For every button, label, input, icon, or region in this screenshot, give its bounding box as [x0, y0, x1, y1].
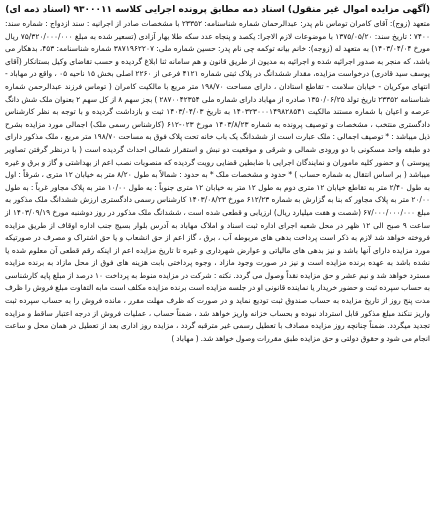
notice-closing: ( مهاباد ) [171, 333, 199, 343]
notice-title: (آگهی مزایده اموال غیر منقول) اسناد ذمه مطابق پرونده اجرایی کلاسه ۹۳۰۰۰۱۱ (اسناد ذمه ای) [5, 5, 430, 15]
notice-body-text: متعهد (زوج): آقای کامران توماس نام پدر: عبدالرحمان شماره شناسنامه: ۲۳۳۵۲ با مشخصات صادر از اجرانیه : سند ازدواج : شماره سند: ۷۴۰۰ ؛ تاریخ سند: ۱۳۷۵/۰۵/۲۰ با موضوعات لازم الاجرا: یکصد و پنجاه عدد سکه طلا بهار آزادی (تسعیر شده به مبلغ ۷۵/۳۲۰/۰۰۰/۰۰۰ ریال مورخ ۱۴۰۳/۰۴/۰۴) به متعهد له (زوجه): خانم بیانه توکمه چی نام پدر: حسین شماره ملی: ۳۸۷۱۹۶۲۲۰۷ شماره شناسنامه: ۴۵۳، بدهکار می باشد، که منجر به صدور اجرائیه شده و اجرائیه به مدیون از طریق قانون و هم سامانه ثنا ابلاغ گردیده و حسب تقاضای وکیل بستانکار (آقای یوسف سید قادری) درخواست مزایده، مقدار ششدانگ در پلاک ثبتی شماره ۴۱۲۱ فرعی از ۲۲۶۰ اصلی بخش ۱۵ ناحیه ۰۵ ، واقع در مهاباد - انتهای موکریان - خیابان سلامت - تقاطع استادان ، دارای مساحت ۱۹۸/۷۰ متر مربع با مالکیت کامران ( توماس فرزند عبدالرحمن شماره شناسنامه ۲۳۳۵۲ تاریخ تولد ۱۳۵۰/۰۶/۲۵ صادره از مهاباد دارای شماره ملی ۲۸۷۰۰۴۲۳۵۴ ) بجز سهم ۸ از کل سهم ۲ بعنوان ملک شش دانگ عرصه و اعیان با شماره مستند مالکیت ۱۴۰۳۲۳۰۰۰۱۴۹۸۲۸۵۴۱ به تاریخ ۱۴۰۳/۰۴/۰۳ ثبت و بازداشت گردیده و با توجه به نظر کارشناس دادگستری منتخب ، مشخصات و توصیف پرونده به شماره ۱۴۰۳/۸/۲۳ مورخ ۰۲۳-۶۱۲ (کارشناس رسمی ملک) اجمالی مورد مزایده بشرح ذیل میباشد : * توصیف اجمالی : ملک عبارت است از ششدانگ یک باب خانه تحت پلاک فوق به مساحت ۱۹۸/۷۰ متر مربع ، ملک مذکور دارای دو طبقه واحد مسکونی با دو ورودی شمالی و شرقی و موقعیت دو نبش و استقرار شمالی احداث گردیده است ( با درنظر گرفتن تصاویر پیوستی ) و حضور کلیه ماموران و نمایندگان اجرایی با ضابطین قضایی رویت گردیده که منصوبات نصب اعم از بهداشتی و گاز و برق و غیره میباشد ( بر اساس انتقال به شماره حساب ) * حدود و مشخصات ملک * به حدود : شمالاً به طول ۸/۲۰ متر به خیابان ۱۲ متری ، شرقاً : اول به طول ۲/۴۰ متر به تقاطع خیابان ۱۲ متری دوم به طول ۱۲ متر به خیابان ۱۲ متری جنوباً : به طول ۱۰/۰۰ متر به پلاک مجاور غرباً : به طول ۲۰/۰۰ متر به پلاک مجاور که بنا به گزارش به شماره ۶۱۲/۲۳ مورخ ۱۴۰۳/۰۸/۲۳ کارشناس رسمی دادگستری ارزش ششدانگ ملک مذکور به مبلغ ۶۷/۰۰۰/۰۰۰/۰۰۰ (شصت و هفت میلیارد ریال) ارزیابی و قطعی شده است ، ششدانگ ملک مذکور در روز دوشنبه مورخ ۱۴۰۳/۰۹/۱۹ از ساعت ۹ صبح الی ۱۲ ظهر در محل شعبه اجرای اداره ثبت اسناد و املاک مهاباد به آدرس بلوار بسیج جنب اداره اوقاف از طریق مزایده فروخته خواهد شد لازم به ذکر است پرداخت بدهی های مربوطه آب ، برق ، گاز اعم از حق انشعاب و یا حق اشتراک و مصرف در صورتیکه مورد مزایده دارای آنها باشد و نیز بدهی های مالیاتی و عوارض شهرداری و غیره تا تاریخ مزایده اعم از اینکه رقم قطعی آن معلوم شده یا نشده باشد به عهده برنده مزایده است و نیز در صورت وجود مازاد ، وجوه پرداختی بابت هزینه های فوق از محل مازاد به برنده مزایده مسترد خواهد شد و نیم عشر و حق مزایده نقداً وصول می گردد. نکته : شرکت در مزایده منوط به پرداخت ۱۰ درصد از مبلغ پایه کارشناسی به حساب سپرده ثبت و حضور خریدار یا نماینده قانونی او در جلسه مزایده است برنده مزایده مکلف است مابه التفاوت مبلغ فروش را ظرف مدت پنج روز از تاریخ مزایده به حساب صندوق ثبت تودیع نماید و در صورت که ظرف مهلت مقرر ، مانده فروش را به حساب سپرده ثبت واریز ننکند مبلغ مذکور قابل استرداد نبوده و بحساب خزانه واریز خواهد شد ، ضمناً حساب ، عملیات فروش از درجه اعتبار ساقط و مزایده تجدید میگردد. ضمناً چنانچه روز مزایده مصادف با تعطیل رسمی غیر مترقبه گردد ، مزایده روز اداری بعد از تعطیل در همان محل و ساعت انجام می شود و حقوق دولتی و حق مزایده طبق مقررات وصول خواهد شد. [5, 19, 431, 343]
notice-body [5, 18, 430, 345]
